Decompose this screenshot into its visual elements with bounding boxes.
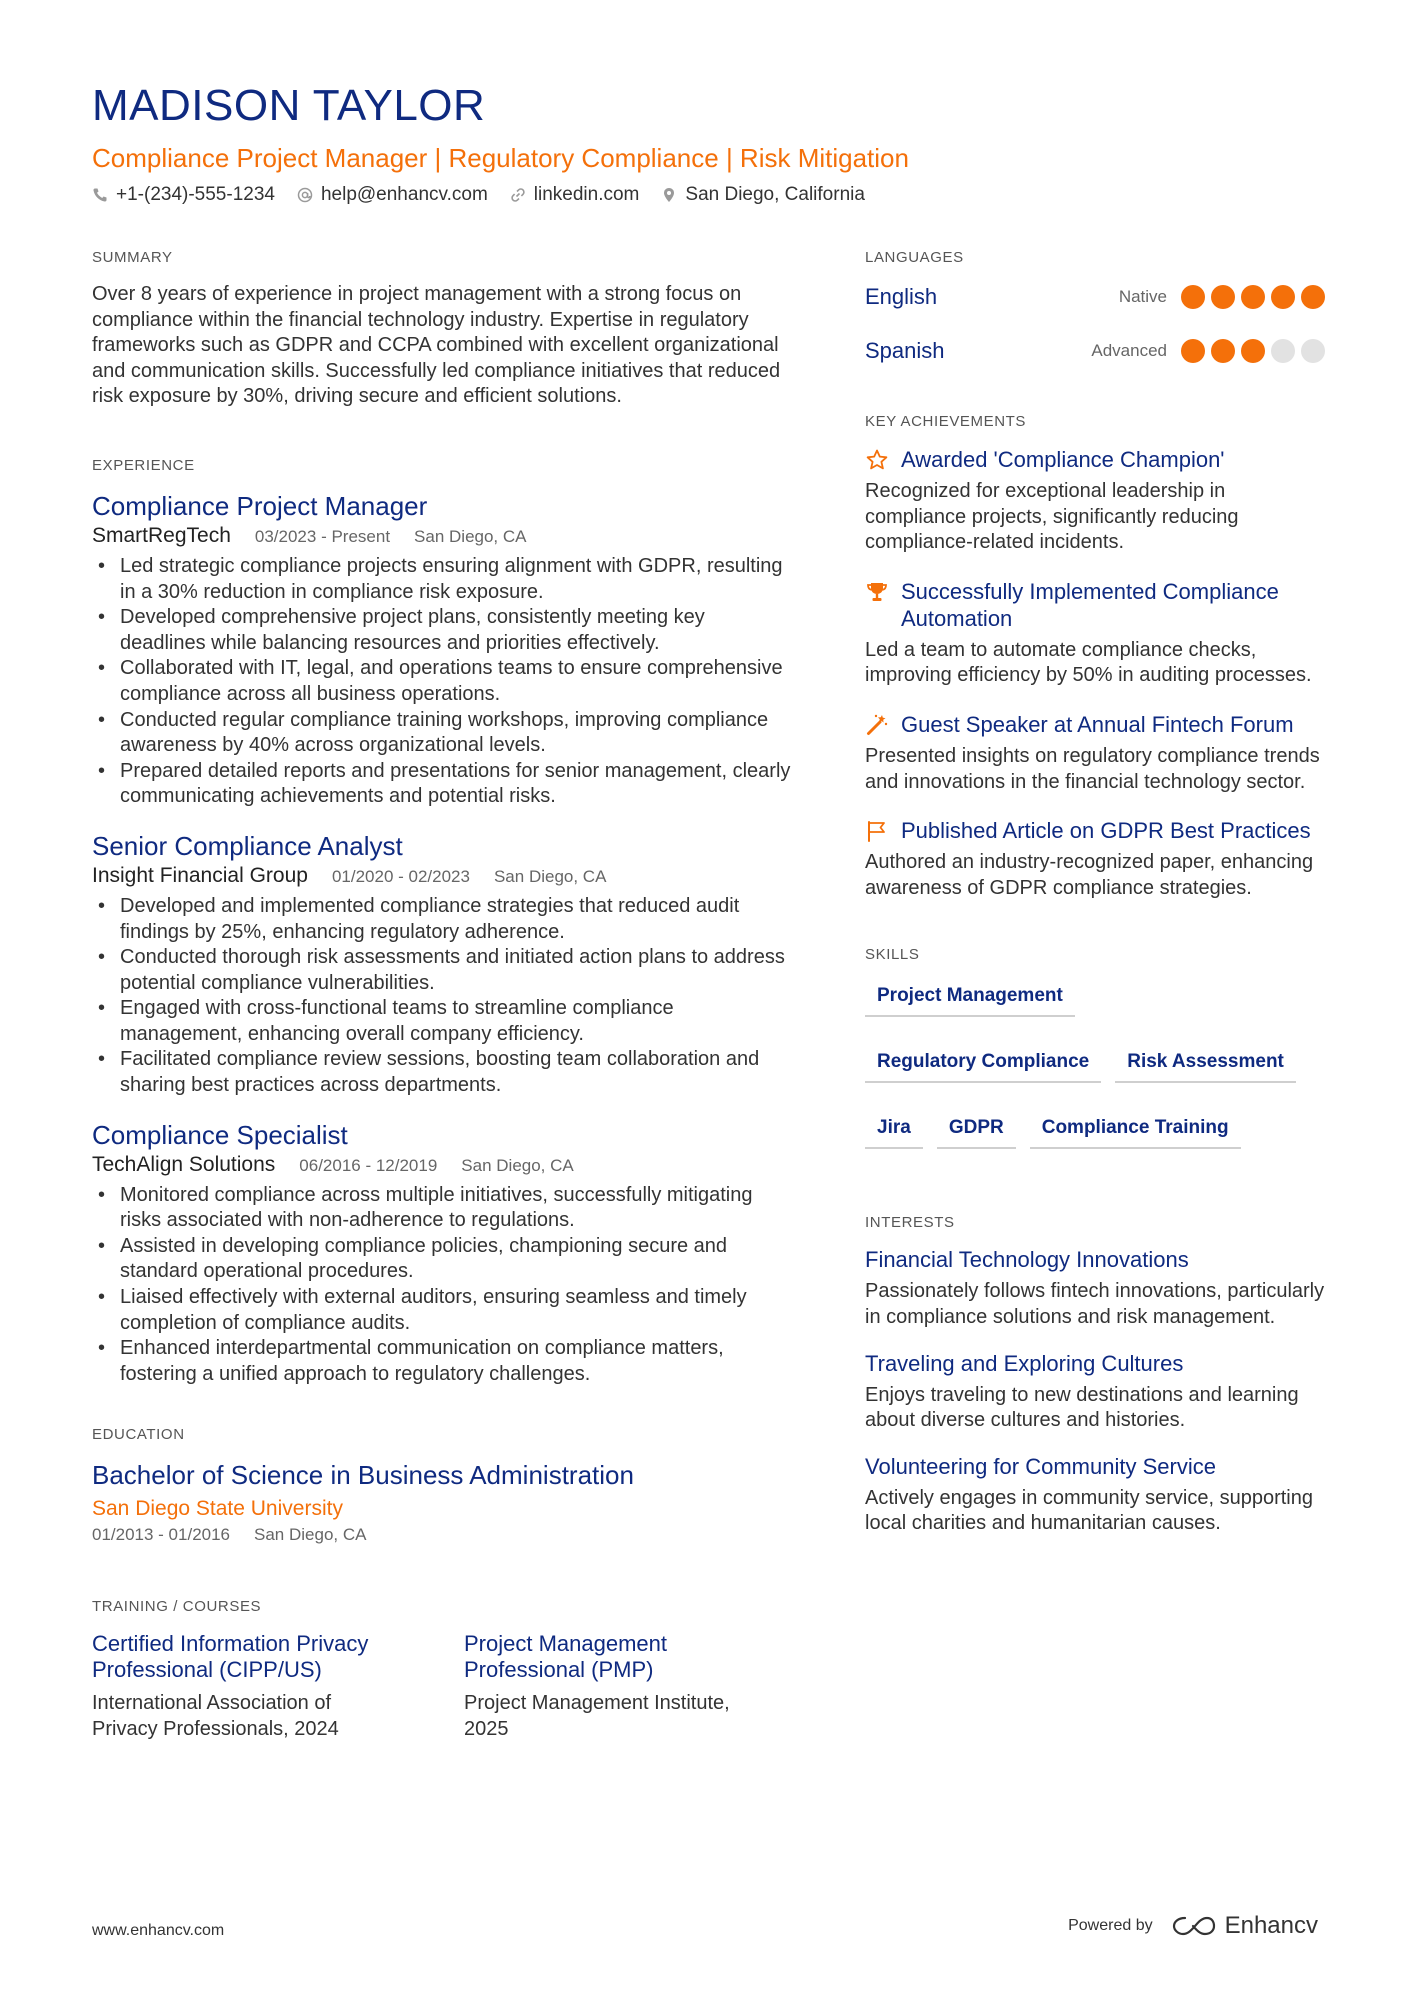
language-row <box>865 336 1325 366</box>
achievement-title: Awarded 'Compliance Champion' <box>901 447 1225 472</box>
language-name: English <box>865 284 938 309</box>
job-company: SmartRegTech <box>92 523 231 547</box>
skill-tag: GDPR <box>937 1111 1016 1149</box>
achievement-head <box>865 711 1325 738</box>
skill-tag: Risk Assessment <box>1115 1045 1296 1083</box>
phone-icon <box>92 187 108 203</box>
candidate-role: Compliance Project Manager | Regulatory Compliance | Risk Mitigation <box>92 143 909 173</box>
job-entry <box>92 830 792 1099</box>
contact-phone-text: +1-(234)-555-1234 <box>116 184 275 205</box>
job-bullets <box>92 894 792 1099</box>
achievements-section <box>865 412 1325 901</box>
powered-by-label: Powered by <box>1068 1917 1153 1934</box>
job-bullet: • Facilitated compliance review sessions, boosting team collaboration and sharing best practices across departments. <box>92 1047 792 1098</box>
achievement-head <box>865 446 1325 473</box>
rating-dot-filled <box>1241 285 1265 309</box>
interest-title: Traveling and Exploring Cultures <box>865 1350 1184 1376</box>
education-meta <box>92 1525 792 1545</box>
language-row <box>865 282 1325 312</box>
training-heading: TRAINING / COURSES <box>92 1598 262 1616</box>
job-dates: 06/2016 - 12/2019 <box>299 1155 438 1175</box>
contact-linkedin-text: linkedin.com <box>533 184 640 205</box>
job-entry <box>92 490 792 810</box>
rating-dot-filled <box>1211 285 1235 309</box>
job-meta <box>92 864 792 888</box>
job-entry <box>92 1119 792 1388</box>
interest-desc: Enjoys traveling to new destinations and learning about diverse cultures and histories. <box>865 1383 1299 1432</box>
achievement-title: Successfully Implemented Compliance Automation <box>901 578 1279 631</box>
brand-logo[interactable] <box>1171 1912 1318 1940</box>
enhancv-logo-icon <box>1171 1914 1217 1938</box>
training-title: Certified Information Privacy Professional (CIPP/US) <box>92 1631 369 1683</box>
job-title: Compliance Specialist <box>92 1119 348 1150</box>
school-name: San Diego State University <box>92 1497 343 1521</box>
training-desc: International Association of Privacy Professionals, 2024 <box>92 1692 339 1740</box>
job-dates: 03/2023 - Present <box>254 526 391 546</box>
degree-title: Bachelor of Science in Business Administration <box>92 1460 634 1491</box>
interest-desc: Actively engages in community service, supporting local charities and humanitarian causes. <box>865 1486 1313 1535</box>
skill-tag: Compliance Training <box>1030 1111 1241 1149</box>
achievement-head <box>865 817 1325 844</box>
education-dates: 01/2013 - 01/2016 <box>92 1525 231 1545</box>
training-title: Project Management Professional (PMP) <box>464 1631 667 1683</box>
job-bullet: • Developed comprehensive project plans, consistently meeting key deadlines while balancing resources and priorities effectively. <box>92 605 792 656</box>
education-section <box>92 1425 792 1545</box>
achievement-desc: Presented insights on regulatory compliance trends and innovations in the financial technology sector. <box>865 744 1320 793</box>
summary-section <box>92 248 792 410</box>
rating-dot-empty <box>1271 339 1295 363</box>
job-location: San Diego, CA <box>461 1155 574 1175</box>
contact-location-text: San Diego, California <box>685 184 865 205</box>
at-icon <box>297 187 313 203</box>
experience-heading: EXPERIENCE <box>92 456 195 474</box>
rating-dot-filled <box>1181 285 1205 309</box>
skills-section <box>865 945 1325 1149</box>
language-rating <box>1181 285 1325 309</box>
skills-heading: SKILLS <box>865 946 920 964</box>
languages-heading: LANGUAGES <box>865 249 964 266</box>
job-meta <box>92 524 792 548</box>
job-meta <box>92 1153 792 1177</box>
achievement-title: Published Article on GDPR Best Practices <box>901 818 1311 844</box>
achievements-heading: KEY ACHIEVEMENTS <box>865 413 1027 430</box>
interest-item <box>865 1247 1325 1330</box>
rating-dot-filled <box>1241 339 1265 363</box>
footer-branding <box>1068 1912 1318 1940</box>
right-column <box>865 248 1325 1537</box>
job-company: TechAlign Solutions <box>92 1152 276 1176</box>
job-bullet: • Engaged with cross-functional teams to streamline compliance management, enhancing overall company efficiency. <box>92 996 792 1047</box>
job-company: Insight Financial Group <box>92 863 308 887</box>
contact-bar <box>92 182 1318 208</box>
achievement-title: Guest Speaker at Annual Fintech Forum <box>901 711 1294 737</box>
job-bullet: • Conducted regular compliance training workshops, improving compliance awareness by 40% across organizational levels. <box>92 708 792 759</box>
contact-location <box>661 182 865 208</box>
rating-dot-filled <box>1301 285 1325 309</box>
magic-wand-icon <box>865 713 889 737</box>
interest-item <box>865 1351 1325 1434</box>
resume-header <box>92 80 1318 208</box>
achievement-item <box>865 578 1325 689</box>
skills-list <box>865 979 1325 1149</box>
language-level: Native <box>1118 287 1167 306</box>
job-bullet: • Liaised effectively with external auditors, ensuring seamless and timely completion of compliance audits. <box>92 1285 792 1336</box>
education-heading: EDUCATION <box>92 1426 185 1444</box>
achievement-item <box>865 711 1325 795</box>
language-name: Spanish <box>865 338 945 363</box>
skill-tag: Regulatory Compliance <box>865 1045 1101 1083</box>
job-bullet: • Conducted thorough risk assessments and initiated action plans to address potential compliance vulnerabilities. <box>92 945 792 996</box>
left-column <box>92 248 792 1743</box>
interests-heading: INTERESTS <box>865 1214 955 1232</box>
achievement-item <box>865 446 1325 556</box>
job-bullets <box>92 1183 792 1388</box>
contact-email[interactable] <box>297 182 488 208</box>
summary-heading: SUMMARY <box>92 249 173 266</box>
training-section <box>92 1597 792 1742</box>
link-icon <box>510 187 526 203</box>
star-icon <box>865 448 889 472</box>
interests-section <box>865 1213 1325 1537</box>
achievement-desc: Authored an industry-recognized paper, enhancing awareness of GDPR compliance strategies. <box>865 851 1314 899</box>
contact-email-text: help@enhancv.com <box>320 184 488 205</box>
footer-website[interactable]: www.enhancv.com <box>92 1922 225 1939</box>
language-rating <box>1181 339 1325 363</box>
rating-dot-empty <box>1301 339 1325 363</box>
job-title: Senior Compliance Analyst <box>92 830 403 861</box>
job-bullet: • Assisted in developing compliance policies, championing secure and standard operational procedures. <box>92 1234 792 1285</box>
job-location: San Diego, CA <box>493 866 607 886</box>
training-item <box>464 1631 764 1742</box>
skill-tag: Jira <box>865 1111 923 1149</box>
language-level: Advanced <box>1091 341 1167 360</box>
achievement-desc: Led a team to automate compliance checks, improving efficiency by 50% in auditing processes. <box>865 638 1312 687</box>
interest-desc: Passionately follows fintech innovations, particularly in compliance solutions and risk management. <box>865 1280 1325 1328</box>
achievement-head <box>865 578 1325 632</box>
summary-text: Over 8 years of experience in project management with a strong focus on compliance within the financial technology industry. Expertise in regulatory frameworks such as GDPR and CCPA combined with excellent organizational and communication skills. Successfully led compliance initiatives that reduced risk exposure by 30%, driving secure and efficient solutions. <box>92 283 781 408</box>
location-pin-icon <box>661 187 677 203</box>
job-bullet: • Monitored compliance across multiple initiatives, successfully mitigating risks associated with non-adherence to regulations. <box>92 1183 792 1234</box>
training-item <box>92 1631 392 1742</box>
contact-linkedin[interactable] <box>510 182 640 208</box>
job-location: San Diego, CA <box>414 526 527 546</box>
skill-tag: Project Management <box>865 979 1075 1017</box>
job-dates: 01/2020 - 02/2023 <box>331 866 470 886</box>
achievement-item <box>865 817 1325 901</box>
interest-item <box>865 1454 1325 1537</box>
rating-dot-filled <box>1271 285 1295 309</box>
interest-title: Volunteering for Community Service <box>865 1453 1216 1479</box>
job-bullet: • Collaborated with IT, legal, and operations teams to ensure comprehensive compliance across all business operations. <box>92 656 792 707</box>
job-bullet: • Developed and implemented compliance strategies that reduced audit findings by 25%, enhancing regulatory adherence. <box>92 894 792 945</box>
education-location: San Diego, CA <box>254 1525 367 1545</box>
languages-section <box>865 248 1325 366</box>
training-desc: Project Management Institute, 2025 <box>464 1692 730 1740</box>
flag-icon <box>865 819 889 843</box>
job-title: Compliance Project Manager <box>92 490 428 521</box>
training-grid <box>92 1631 792 1742</box>
job-bullet: • Prepared detailed reports and presentations for senior management, clearly communicating achievements and potential risks. <box>92 759 792 810</box>
brand-name: Enhancv <box>1224 1912 1318 1939</box>
experience-section <box>92 456 792 1387</box>
candidate-name: MADISON TAYLOR <box>92 81 486 130</box>
interest-title: Financial Technology Innovations <box>865 1247 1189 1273</box>
job-bullet: • Enhanced interdepartmental communication on compliance matters, fostering a unified approach to regulatory challenges. <box>92 1336 792 1387</box>
job-bullet: • Led strategic compliance projects ensuring alignment with GDPR, resulting in a 30% reduction in compliance risk exposure. <box>92 554 792 605</box>
job-bullets <box>92 554 792 810</box>
rating-dot-filled <box>1181 339 1205 363</box>
rating-dot-filled <box>1211 339 1235 363</box>
contact-phone <box>92 182 275 208</box>
trophy-icon <box>865 580 889 604</box>
achievement-desc: Recognized for exceptional leadership in compliance projects, significantly reducing compliance-related incidents. <box>865 480 1239 554</box>
